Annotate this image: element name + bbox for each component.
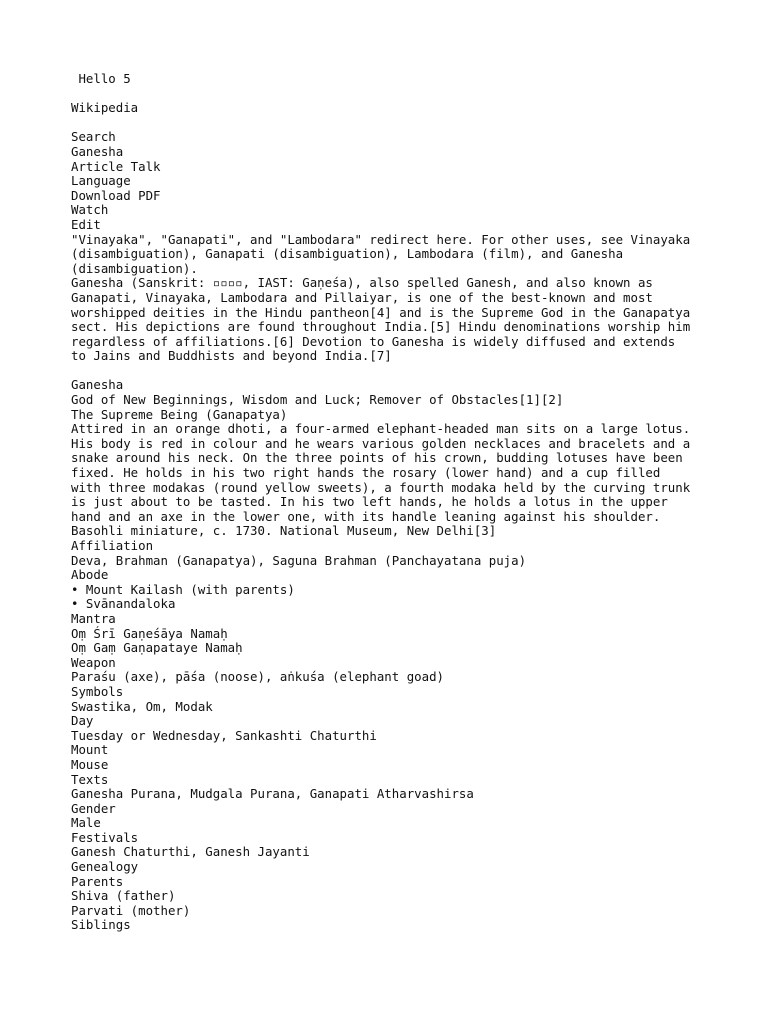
infobox-label: Weapon — [71, 654, 116, 670]
infobox-value[interactable]: Tuesday or Wednesday, Sankashti Chaturthi — [71, 727, 377, 743]
intro-line: worshipped deities in the Hindu pantheon[4] and is the Supreme God in the Ganapatya — [71, 304, 691, 320]
hello-text: Hello 5 — [71, 71, 131, 86]
infobox-label: Symbols — [71, 683, 124, 699]
article-talk-tabs[interactable]: Article Talk — [71, 158, 161, 174]
spacer — [71, 364, 711, 379]
infobox-value[interactable]: Swastika, Om, Modak — [71, 698, 213, 714]
edit-link[interactable]: Edit — [71, 216, 101, 232]
infobox-label: Festivals — [71, 829, 139, 845]
infobox-label: Mantra — [71, 610, 116, 626]
caption-line: His body is red in colour and he wears various golden necklaces and bracelets and a — [71, 435, 691, 451]
infobox-value[interactable]: • Mount Kailash (with parents) — [71, 581, 295, 597]
infobox-rows — [71, 539, 711, 933]
infobox-value[interactable]: Paraśu (axe), pāśa (noose), aṅkuśa (elephant goad) — [71, 669, 444, 685]
infobox-label: Gender — [71, 800, 116, 816]
hatnote-line[interactable]: (disambiguation). — [71, 260, 198, 276]
hatnote-line[interactable]: (disambiguation), Ganapati (disambiguation), Lambodara (film), and Ganesha — [71, 246, 624, 262]
spacer — [71, 116, 711, 131]
infobox-label: Texts — [71, 771, 109, 787]
infobox — [71, 378, 711, 933]
infobox-value: Male — [71, 815, 101, 831]
infobox-value: Oṃ Gaṃ Gaṇapataye Namaḥ — [71, 640, 243, 656]
caption-line: snake around his neck. On the three points of his crown, budding lotuses have been — [71, 450, 683, 466]
caption-line: Attired in an orange dhoti, a four-armed elephant-headed man sits on a large lotus. — [71, 421, 691, 437]
infobox-value[interactable]: Parvati (mother) — [71, 902, 191, 918]
infobox-label: Abode — [71, 567, 109, 583]
infobox-value[interactable]: Ganesha Purana, Mudgala Purana, Ganapati Atharvashirsa — [71, 786, 474, 802]
site-name-link[interactable]: Wikipedia — [71, 100, 139, 116]
infobox-value[interactable]: Deva, Brahman (Ganapatya), Saguna Brahman (Panchayatana puja) — [71, 552, 527, 568]
infobox-section-heading: Genealogy — [71, 859, 139, 875]
hatnote-line[interactable]: "Vinayaka", "Ganapati", and "Lambodara" redirect here. For other uses, see Vinayaka — [71, 231, 691, 247]
hatnote — [71, 233, 711, 277]
page-title: Ganesha — [71, 143, 124, 159]
infobox-label: Affiliation — [71, 538, 154, 553]
page-body — [71, 72, 711, 933]
caption-line: hand and an axe in the lower one, with its handle leaning against his shoulder. — [71, 508, 661, 524]
spacer — [71, 87, 711, 102]
infobox-value[interactable]: Shiva (father) — [71, 888, 176, 904]
caption-line: is just about to be tasted. In his two left hands, he holds a lotus in the upper — [71, 494, 668, 510]
intro-line: sect. His depictions are found throughout India.[5] Hindu denominations worship him — [71, 319, 691, 335]
infobox-title: Ganesha — [71, 377, 124, 393]
infobox-image-caption — [71, 422, 711, 539]
intro-line: Ganesha (Sanskrit: ▫▫▫▫, IAST: Gaṇeśa), also spelled Ganesh, and also known as — [71, 275, 653, 291]
intro-paragraph — [71, 276, 711, 364]
caption-line: with three modakas (round yellow sweets), a fourth modaka held by the curving trunk — [71, 479, 691, 495]
infobox-label: Mount — [71, 742, 109, 758]
infobox-value: Oṃ Śrī Gaṇeśāya Namaḥ — [71, 625, 228, 641]
caption-line: fixed. He holds in his two right hands the rosary (lower hand) and a cup filled — [71, 465, 661, 481]
infobox-epithet: God of New Beginnings, Wisdom and Luck; Remover of Obstacles[1][2] — [71, 392, 564, 408]
infobox-value[interactable]: • Svānandaloka — [71, 596, 176, 612]
intro-line: regardless of affiliations.[6] Devotion to Ganesha is widely diffused and extends — [71, 333, 676, 349]
caption-line[interactable]: Basohli miniature, c. 1730. National Museum, New Delhi[3] — [71, 523, 497, 539]
infobox-label: Siblings — [71, 917, 131, 933]
infobox-label: Day — [71, 713, 94, 729]
intro-line: to Jains and Buddhists and beyond India.[7] — [71, 348, 392, 364]
infobox-label: Parents — [71, 873, 124, 889]
infobox-role: The Supreme Being (Ganapatya) — [71, 406, 288, 422]
search-link[interactable]: Search — [71, 129, 116, 145]
infobox-value[interactable]: Mouse — [71, 756, 109, 772]
intro-line: Ganapati, Vinayaka, Lambodara and Pillaiyar, is one of the best-known and most — [71, 289, 653, 305]
infobox-value[interactable]: Ganesh Chaturthi, Ganesh Jayanti — [71, 844, 310, 860]
language-button[interactable]: Language — [71, 173, 131, 189]
watch-link[interactable]: Watch — [71, 202, 109, 218]
download-pdf-link[interactable]: Download PDF — [71, 187, 161, 203]
